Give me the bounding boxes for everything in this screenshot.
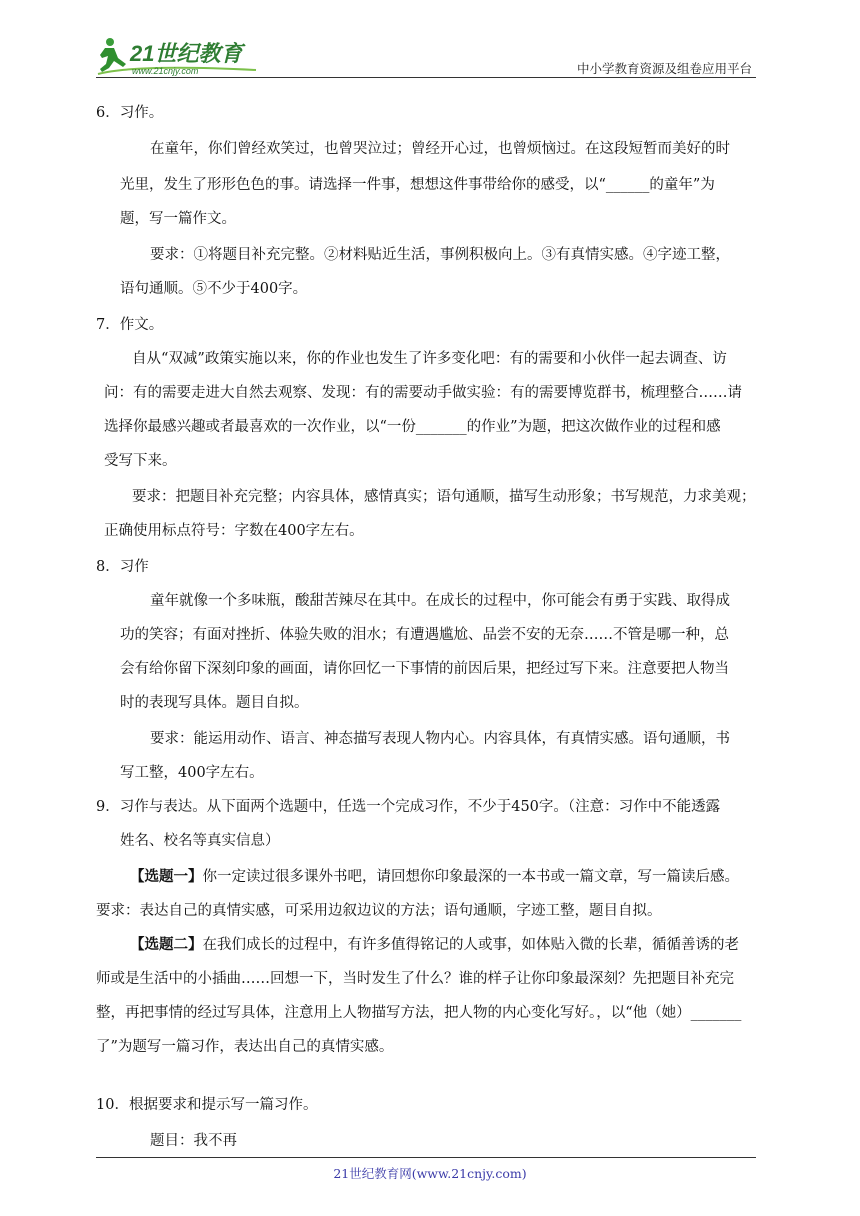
logo-21cnjy — [96, 34, 266, 78]
text-line: 写工整，400字左右。 — [120, 765, 264, 781]
text-line: 了”为题写一篇习作，表达出自己的真情实感。 — [96, 1039, 394, 1055]
text-line: 在童年，你们曾经欢笑过，也曾哭泣过；曾经开心过，也曾烦恼过。在这段短暂而美好的时 — [150, 141, 730, 157]
text-line: 【选题一】你一定读过很多课外书吧，请回想你印象最深的一本书或一篇文章，写一篇读后感。 — [130, 868, 739, 885]
text-line: 10．根据要求和提示写一篇习作。 — [96, 1097, 318, 1113]
text-line: 功的笑容；有面对挫折、体验失败的泪水；有遭遇尴尬、品尝不安的无奈……不管是哪一种，总 — [120, 627, 729, 643]
text-line: 要求：表达自己的真情实感，可采用边叙边议的方法；语句通顺，字迹工整，题目自拟。 — [96, 903, 662, 919]
text-line: 问：有的需要走进大自然去观察、发现：有的需要动手做实验：有的需要博览群书，梳理整合……请 — [104, 385, 742, 401]
svg-text:21世纪教育: 21世纪教育 — [130, 41, 243, 66]
text-line: 会有给你留下深刻印象的画面，请你回忆一下事情的前因后果，把经过写下来。注意要把人物当 — [120, 661, 729, 677]
text-line: 整，再把事情的经过写具体，注意用上人物描写方法，把人物的内心变化写好。，以“他（她）_______ — [96, 1005, 742, 1021]
text-line: 受写下来。 — [104, 453, 177, 469]
text-line: 语句通顺。⑤不少于400字。 — [120, 281, 308, 297]
text-line: 题目：我不再 — [150, 1133, 237, 1149]
header-divider — [96, 77, 756, 78]
text-line: 9．习作与表达。从下面两个选题中，任选一个完成习作，不少于450字。（注意：习作中不能透露 — [96, 799, 721, 815]
text-line: 要求：①将题目补充完整。②材料贴近生活，事例积极向上。③有真情实感。④字迹工整， — [150, 247, 730, 263]
text-line: 8．习作 — [96, 559, 149, 575]
text-line: 7．作文。 — [96, 317, 164, 333]
text-line: 自从“双减”政策实施以来，你的作业也发生了许多变化吧：有的需要和小伙伴一起去调查、访 — [132, 351, 727, 367]
page-footer: 21世纪教育网(www.21cnjy.com) — [333, 1166, 527, 1181]
text-line: 6．习作。 — [96, 105, 164, 121]
text-line: 光里，发生了形形色色的事。请选择一件事，想想这件事带给你的感受，以“______的童年”为 — [120, 177, 715, 193]
footer-divider — [96, 1157, 756, 1158]
text-line: 童年就像一个多味瓶，酸甜苦辣尽在其中。在成长的过程中，你可能会有勇于实践、取得成 — [150, 593, 730, 609]
text-line: 时的表现写具体。题目自拟。 — [120, 695, 309, 711]
text-line: 题，写一篇作文。 — [120, 211, 236, 227]
text-line: 师或是生活中的小插曲……回想一下，当时发生了什么？谁的样子让你印象最深刻？先把题目补充完 — [96, 971, 734, 987]
page-header — [96, 34, 756, 78]
text-line: 【选题二】在我们成长的过程中，有许多值得铭记的人或事，如体贴入微的长辈，循循善诱的老 — [130, 936, 739, 953]
svg-text:www.21cnjy.com: www.21cnjy.com — [132, 66, 199, 76]
text-line: 姓名、校名等真实信息） — [120, 833, 280, 849]
text-line: 正确使用标点符号：字数在400字左右。 — [104, 523, 364, 539]
text-line: 要求：能运用动作、语言、神态描写表现人物内心。内容具体，有真情实感。语句通顺，书 — [150, 731, 730, 747]
text-line: 选择你最感兴趣或者最喜欢的一次作业，以“一份_______的作业”为题，把这次做作业的过程和感 — [104, 419, 721, 435]
platform-name: 中小学教育资源及组卷应用平台 — [576, 61, 752, 76]
text-line: 要求：把题目补充完整；内容具体，感情真实；语句通顺，描写生动形象；书写规范，力求美观； — [132, 489, 756, 505]
